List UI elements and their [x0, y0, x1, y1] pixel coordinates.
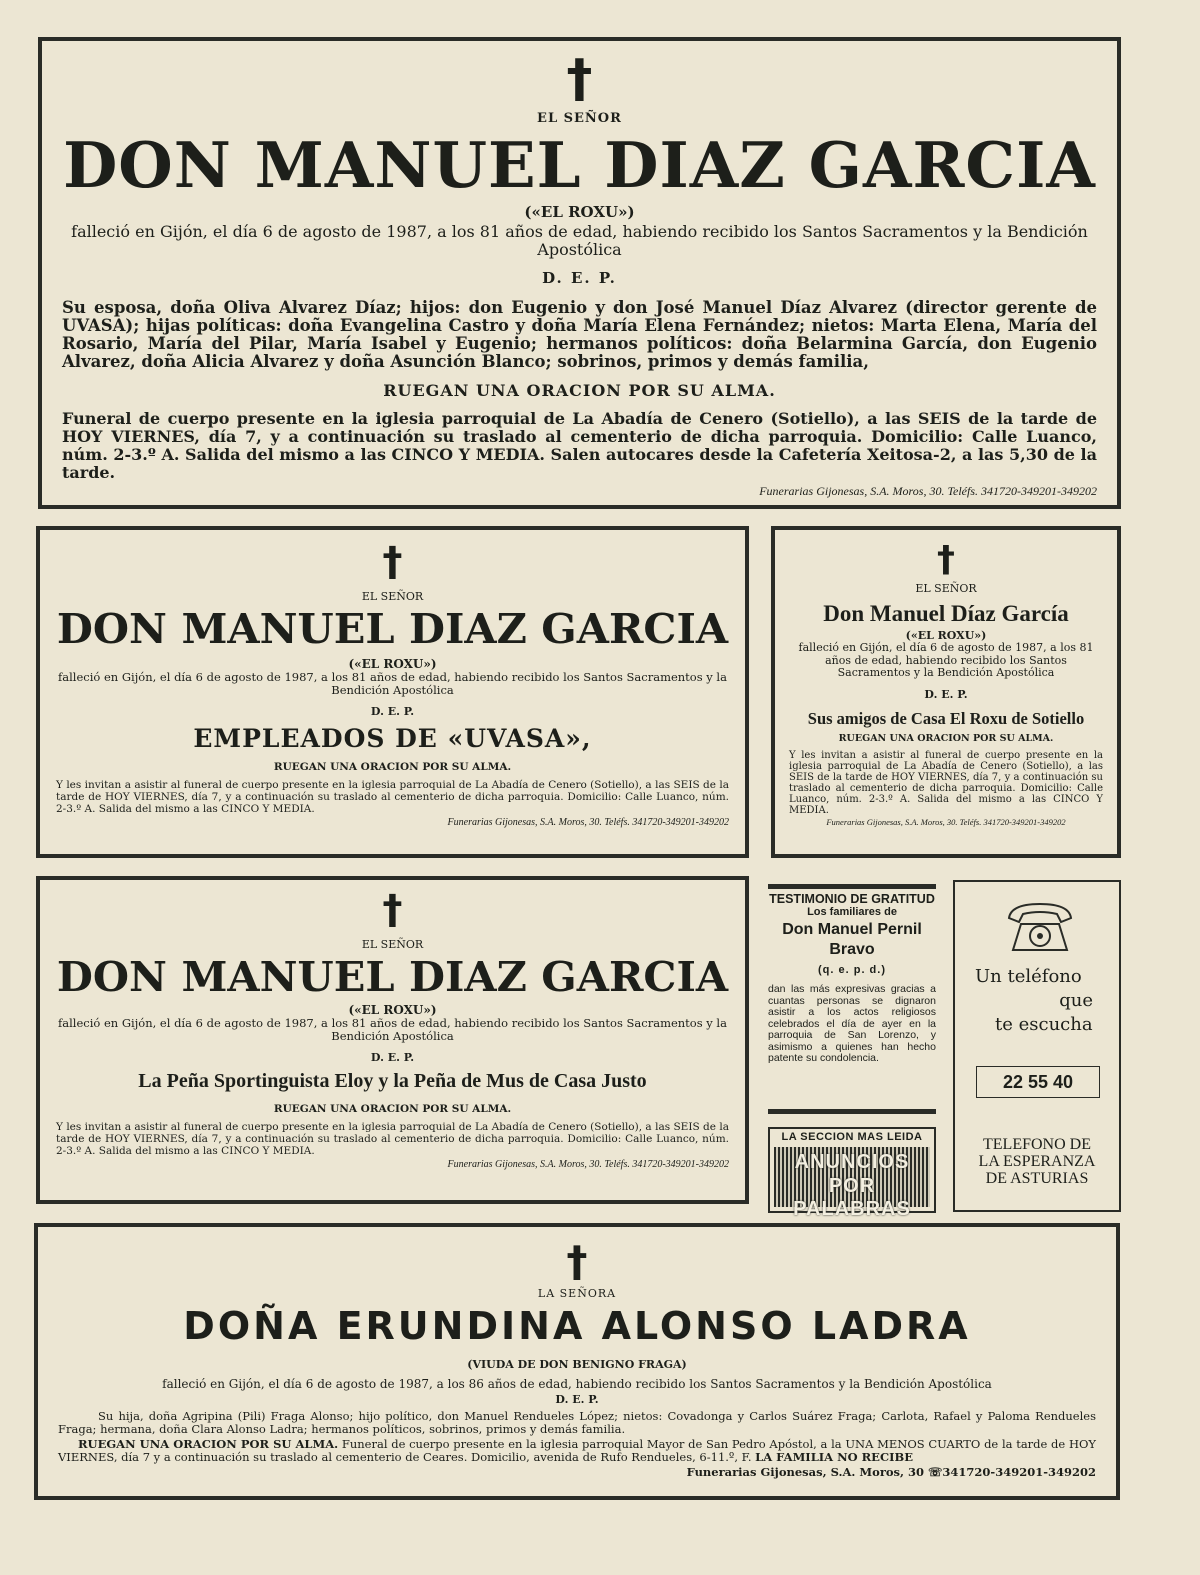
prayer-request: RUEGAN UNA ORACION POR SU ALMA.	[383, 380, 776, 400]
group-name: EMPLEADOS DE «UVASA»,	[193, 723, 592, 753]
phone-line-3: te escucha	[995, 1014, 1093, 1035]
divider	[768, 1109, 936, 1114]
funeral-details: Funeral de cuerpo presente en la iglesia parroquial de La Abadía de Cenero (Sotiello), a las SEIS de la tarde de HOY VIERNES, día 7, y a continuación su traslado al cementerio de dicha parroquia. Domicilio: Calle Luanco, núm. 2-3.º A. Salida del mismo a las CINCO Y MEDIA. Salen autocares desde la Cafetería Xeitosa-2, a las 5,30 de la tarde.	[62, 408, 1097, 482]
dep-text: D. E. P.	[555, 1393, 599, 1406]
hotline-line-3: DE ASTURIAS	[985, 1170, 1089, 1187]
dep-text: D. E. P.	[370, 704, 415, 718]
cross-icon: †	[382, 887, 403, 933]
obituary-notice-uvasa	[36, 526, 749, 858]
hope-hotline-ad	[953, 880, 1121, 1212]
death-text: falleció en Gijón, el día 6 de agosto de 1987, a los 81 años de edad, habiendo recibido los Santos Sacramentos y la Bendición Apostólica	[58, 1015, 727, 1043]
deceased-name: DON MANUEL DIAZ GARCIA	[56, 952, 729, 1001]
cross-icon: †	[566, 49, 593, 109]
obituary-notice-friends	[771, 526, 1121, 858]
group-name: La Peña Sportinguista Eloy y la Peña de Mus de Casa Justo	[138, 1069, 647, 1092]
deceased-name: DON MANUEL DIAZ GARCIA	[56, 604, 729, 653]
cross-icon: †	[382, 539, 403, 585]
classified-ads-banner	[768, 1127, 936, 1220]
dep-text: D. E. P.	[924, 687, 968, 701]
telephone-icon	[1003, 898, 1077, 956]
family-list: Su hija, doña Agripina (Pili) Fraga Alonso; hijo político, don Manuel Rendueles López; nietos: Covadonga y Carlos Suárez Fraga; Carlota, Rafael y Paloma Rendueles Fraga; hermana, doña Clara Alonso Ladra; hermanos políticos, sobrinos, primos y demás familia.	[58, 1409, 1096, 1436]
notice-label: EL SEÑOR	[361, 938, 424, 951]
obituary-notice-main	[38, 37, 1121, 509]
ad-top-text: LA SECCION MAS LEIDA	[781, 1131, 923, 1143]
death-text: falleció en Gijón, el día 6 de agosto de 1987, a los 81 años de edad, habiendo recibido los Santos Sacramentos y la Bendición Apostólica	[58, 669, 727, 697]
group-name: Sus amigos de Casa El Roxu de Sotiello	[807, 708, 1085, 728]
gratitude-body: dan las más expresivas gracias a cuantas personas se dignaron asistir a los actos religiosos celebrados el día de ayer en la parroquia de San Lorenzo, y asimismo a quienes han hecho patente su condolencia.	[768, 983, 936, 1064]
dep-text: D. E. P.	[370, 1050, 415, 1064]
gratitude-name: Don Manuel Pernil Bravo	[782, 921, 922, 958]
hotline-name	[955, 1136, 1119, 1187]
notice-label: EL SEÑOR	[537, 111, 622, 126]
nickname: («EL ROXU»)	[348, 1002, 437, 1017]
prayer-request: RUEGAN UNA ORACION POR SU ALMA.	[78, 1437, 339, 1451]
funeral-home: Funerarias Gijonesas, S.A. Moros, 30. Teléfs. 341720-349201-349202	[826, 816, 1066, 827]
death-text: falleció en Gijón, el día 6 de agosto de 1987, a los 86 años de edad, habiendo recibido los Santos Sacramentos y la Bendición Apostólica	[162, 1377, 992, 1391]
phone-line-1: Un teléfono	[975, 966, 1082, 987]
no-visits-text: LA FAMILIA NO RECIBE	[755, 1450, 913, 1464]
notice-label: EL SEÑOR	[915, 582, 977, 595]
death-text: falleció en Gijón, el día 6 de agosto de 1987, a los 81 años de edad, habiendo recibido los Santos Sacramentos y la Bendición Apostólica	[798, 641, 1094, 679]
funeral-text: Funeral de cuerpo presente en la iglesia parroquial Mayor de San Pedro Apóstol, a la UNA MENOS CUARTO de la tarde de HOY VIERNES, día 7 y a continuación su traslado al cementerio de Ceares. Domicilio, avenida de Rufo Rendueles, 6-11.º, F.	[58, 1437, 1096, 1464]
family-list: Su esposa, doña Oliva Alvarez Díaz; hijos: don Eugenio y don José Manuel Díaz Alvarez (director gerente de UVASA); hijas políticas: doña Evangelina Castro y doña María Elena Fernández; nietos: Marta Elena, María del Rosario, María del Pilar, María Isabel y Eugenio; hermanos políticos: doña Belarmina García, don Eugenio Alvarez, doña Alicia Alvarez y doña Asunción Blanco; sobrinos, primos y demás familia,	[62, 297, 1097, 371]
deceased-name: DON MANUEL DIAZ GARCIA	[63, 128, 1096, 202]
notice-label: EL SEÑOR	[361, 590, 424, 603]
cross-icon: †	[566, 1237, 588, 1286]
ad-line-por-palabras: POR PALABRAS	[793, 1175, 911, 1220]
funeral-home: Funerarias Gijonesas, S.A. Moros, 30. Teléfs. 341720-349201-349202	[447, 1158, 729, 1170]
funeral-invitation: Y les invitan a asistir al funeral de cuerpo presente en la iglesia parroquial de La Abadía de Cenero (Sotiello), a las SEIS de la tarde de HOY VIERNES, día 7, y a continuación su traslado al cementerio de dicha parroquia. Domicilio: Calle Luanco, núm. 2-3.º A. Salida del mismo a las CINCO Y MEDIA.	[789, 749, 1103, 816]
funeral-invitation: Y les invitan a asistir al funeral de cuerpo presente en la iglesia parroquial de La Abadía de Cenero (Sotiello), a las SEIS de la tarde de HOY VIERNES, día 7, y a continuación su traslado al cementerio de dicha parroquia. Domicilio: Calle Luanco, núm. 2-3.º A. Salida del mismo a las CINCO Y MEDIA.	[56, 1120, 729, 1157]
nickname: («EL ROXU»)	[524, 202, 635, 221]
funeral-home: Funerarias Gijonesas, S.A. Moros, 30. Teléfs. 341720-349201-349202	[447, 816, 729, 828]
prayer-request: RUEGAN UNA ORACION POR SU ALMA.	[273, 1102, 512, 1115]
deceased-name: Don Manuel Díaz García	[823, 601, 1069, 626]
widow-of-text: (VIUDA DE DON BENIGNO FRAGA)	[467, 1358, 687, 1371]
death-text: falleció en Gijón, el día 6 de agosto de 1987, a los 81 años de edad, habiendo recibido los Santos Sacramentos y la Bendición Apostólica	[71, 221, 1088, 259]
deceased-name: DOÑA ERUNDINA ALONSO LADRA	[183, 1304, 971, 1348]
hotline-line-2: LA ESPERANZA	[978, 1153, 1096, 1170]
funeral-details	[58, 1438, 1096, 1464]
phone-line-2: que	[1059, 990, 1093, 1011]
dep-text: D. E. P.	[542, 268, 617, 287]
hotline-line-1: TELEFONO DE	[983, 1136, 1091, 1153]
notice-label: LA SEÑORA	[537, 1287, 617, 1300]
nickname: («EL ROXU»)	[348, 656, 437, 671]
divider	[768, 884, 936, 889]
gratitude-notice	[768, 884, 936, 1220]
prayer-request: RUEGAN UNA ORACION POR SU ALMA.	[273, 760, 512, 773]
obituary-notice-erundina	[34, 1223, 1120, 1500]
funeral-home: Funerarias Gijonesas, S.A. Moros, 30 ☏341720-349201-349202	[686, 1465, 1096, 1479]
ad-line-anuncios: ANUNCIOS	[794, 1151, 910, 1173]
obituary-notice-pena	[36, 876, 749, 1204]
nickname: («EL ROXU»)	[905, 629, 987, 642]
funeral-home: Funerarias Gijonesas, S.A. Moros, 30. Teléfs. 341720-349201-349202	[759, 483, 1097, 498]
gratitude-subtitle: Los familiares de	[807, 906, 897, 918]
gratitude-title: TESTIMONIO DE GRATITUD	[769, 892, 935, 906]
cross-icon: †	[937, 539, 955, 580]
funeral-invitation: Y les invitan a asistir al funeral de cuerpo presente en la iglesia parroquial de La Abadía de Cenero (Sotiello), a las SEIS de la tarde de HOY VIERNES, día 7, y a continuación su traslado al cementerio de dicha parroquia. Domicilio: Calle Luanco, núm. 2-3.º A. Salida del mismo a las CINCO Y MEDIA.	[56, 778, 729, 815]
prayer-request: RUEGAN UNA ORACION POR SU ALMA.	[838, 732, 1054, 744]
qepd-text: (q. e. p. d.)	[818, 964, 886, 976]
phone-number: 22 55 40	[976, 1066, 1100, 1098]
